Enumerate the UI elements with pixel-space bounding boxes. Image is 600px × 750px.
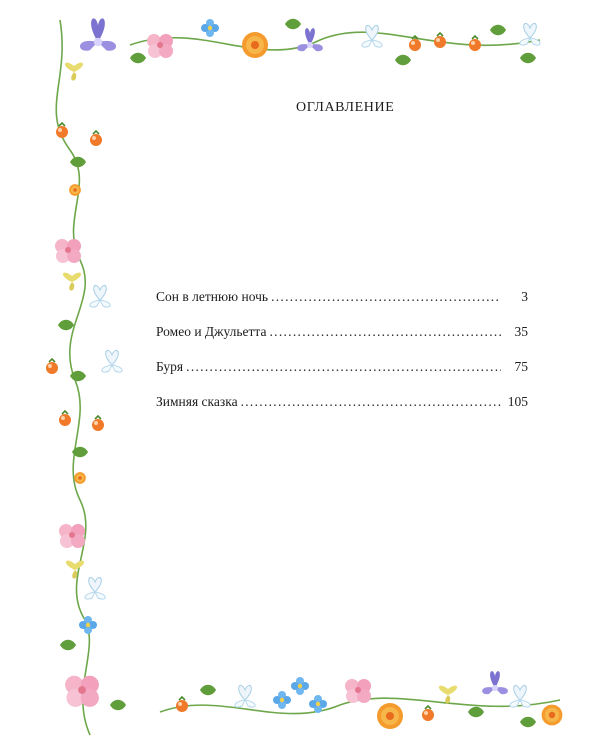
toc-entry-title: Буря — [156, 359, 184, 374]
toc-leader-dots — [269, 324, 501, 340]
toc-title: ОГЛАВЛЕНИЕ — [296, 100, 395, 115]
toc-leader-dots — [271, 289, 501, 305]
toc-entry-page: 75 — [514, 359, 528, 374]
toc-entry-page: 3 — [521, 289, 528, 304]
toc-entry[interactable] — [156, 394, 528, 429]
toc-entry[interactable] — [156, 289, 528, 324]
toc-entry-page: 105 — [507, 394, 528, 409]
toc-entry-title: Ромео и Джульетта — [156, 324, 267, 339]
toc-entry-title: Зимняя сказка — [156, 394, 238, 409]
toc-entry[interactable] — [156, 324, 528, 359]
toc-list — [156, 289, 528, 429]
toc-leader-dots — [241, 394, 501, 410]
toc-entry[interactable] — [156, 359, 528, 394]
toc-entry-page: 35 — [514, 324, 528, 339]
toc-leader-dots — [186, 359, 501, 375]
toc-entry-title: Сон в летнюю ночь — [156, 289, 269, 304]
